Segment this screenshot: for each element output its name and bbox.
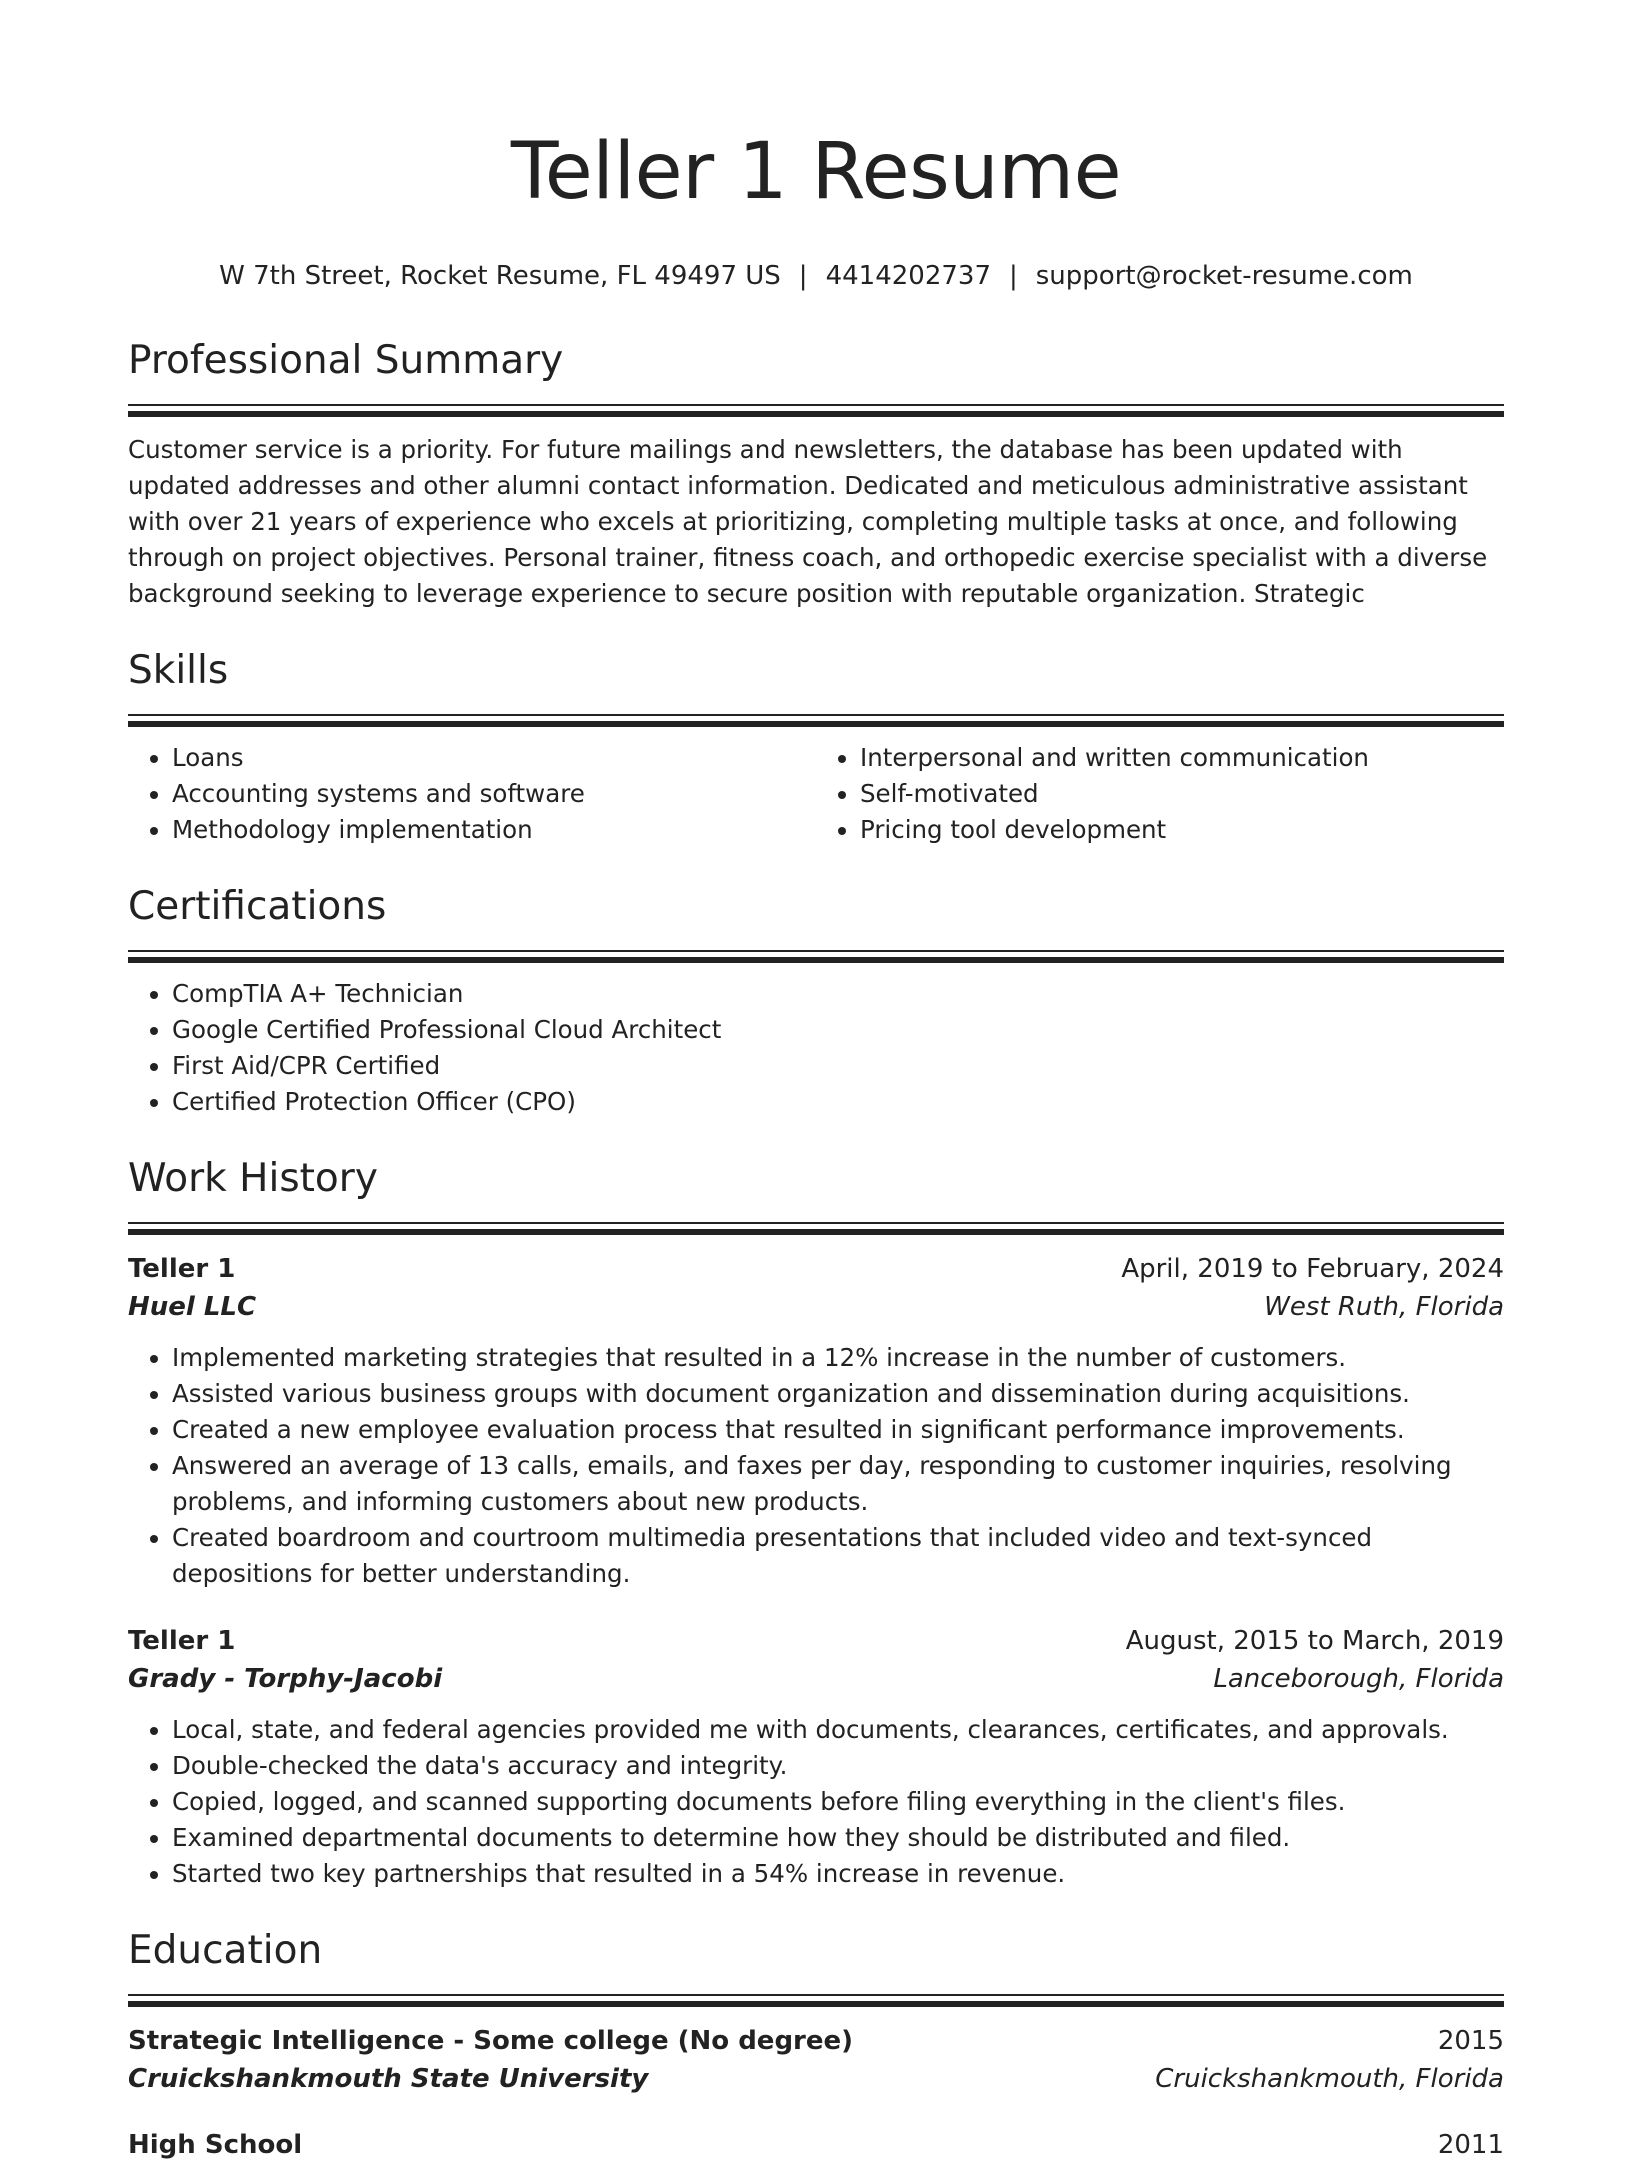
skill-item: • Pricing tool development <box>860 812 1504 848</box>
work-section <box>128 1154 1504 1892</box>
education-year: 2015 <box>1437 2026 1504 2056</box>
education-entry <box>128 2022 1504 2098</box>
contact-separator: | <box>1008 261 1018 291</box>
certification-item: • First Aid/CPR Certified <box>172 1048 1504 1084</box>
education-heading: Education <box>128 1928 323 1973</box>
certifications-heading: Certifications <box>128 884 387 929</box>
contact-phone: 4414202737 <box>825 261 991 291</box>
job-bullet: • Answered an average of 13 calls, emails, and faxes per day, responding to customer inquiries, resolving problems, and informing customers about new products. <box>172 1448 1504 1520</box>
job-location: West Ruth, Florida <box>1264 1292 1504 1322</box>
skills-columns <box>128 740 1504 848</box>
skill-item: • Methodology implementation <box>172 812 816 848</box>
skills-list-right <box>816 740 1504 848</box>
certifications-list <box>128 976 1504 1120</box>
section-divider <box>128 404 1504 418</box>
job-location: Lanceborough, Florida <box>1213 1664 1504 1694</box>
education-degree: High School <box>128 2130 303 2160</box>
job-bullet: • Local, state, and federal agencies provided me with documents, clearances, certificates, and approvals. <box>172 1712 1504 1748</box>
job-entry <box>128 1622 1504 1892</box>
summary-heading: Professional Summary <box>128 338 564 383</box>
skill-item: • Self-motivated <box>860 776 1504 812</box>
contact-line <box>128 260 1504 292</box>
job-bullet: • Created boardroom and courtroom multimedia presentations that included video and text-synced depositions for better understanding. <box>172 1520 1504 1592</box>
job-bullet: • Started two key partnerships that resulted in a 54% increase in revenue. <box>172 1856 1504 1892</box>
job-title: Teller 1 <box>128 1254 236 1284</box>
job-bullet: • Implemented marketing strategies that resulted in a 12% increase in the number of customers. <box>172 1340 1504 1376</box>
job-bullet: • Assisted various business groups with document organization and dissemination during acquisitions. <box>172 1376 1504 1412</box>
job-bullet: • Double-checked the data's accuracy and integrity. <box>172 1748 1504 1784</box>
contact-separator: | <box>798 261 808 291</box>
summary-section <box>128 336 1504 612</box>
skills-list-left <box>128 740 816 848</box>
job-bullet: • Created a new employee evaluation process that resulted in significant performance improvements. <box>172 1412 1504 1448</box>
education-section <box>128 1926 1504 2164</box>
education-degree: Strategic Intelligence - Some college (No degree) <box>128 2026 854 2056</box>
contact-address: W 7th Street, Rocket Resume, FL 49497 US <box>219 261 781 291</box>
skill-item: • Accounting systems and software <box>172 776 816 812</box>
education-entry <box>128 2126 1504 2164</box>
education-year: 2011 <box>1437 2130 1504 2160</box>
section-divider <box>128 714 1504 728</box>
contact-email: support@rocket-resume.com <box>1035 261 1413 291</box>
skills-section <box>128 646 1504 848</box>
education-location: Cruickshankmouth, Florida <box>1155 2064 1504 2094</box>
job-dates: April, 2019 to February, 2024 <box>1121 1254 1504 1284</box>
job-bullets <box>128 1340 1504 1592</box>
job-company: Huel LLC <box>128 1292 257 1322</box>
education-school: Cruickshankmouth State University <box>128 2064 649 2094</box>
job-bullet: • Examined departmental documents to determine how they should be distributed and filed. <box>172 1820 1504 1856</box>
job-bullets <box>128 1712 1504 1892</box>
section-divider <box>128 1994 1504 2008</box>
job-entry <box>128 1250 1504 1592</box>
skill-item: • Interpersonal and written communication <box>860 740 1504 776</box>
job-company: Grady - Torphy-Jacobi <box>128 1664 443 1694</box>
certification-item: • Certified Protection Officer (CPO) <box>172 1084 1504 1120</box>
job-dates: August, 2015 to March, 2019 <box>1125 1626 1504 1656</box>
certification-item: • CompTIA A+ Technician <box>172 976 1504 1012</box>
skill-item: • Loans <box>172 740 816 776</box>
section-divider <box>128 950 1504 964</box>
summary-text: Customer service is a priority. For future mailings and newsletters, the database has been updated with updated addresses and other alumni contact information. Dedicated and meticulous administrative assistant with over 21 years of experience who excels at prioritizing, completing multiple tasks at once, and following through on project objectives. Personal trainer, fitness coach, and orthopedic exercise specialist with a diverse background seeking to leverage experience to secure position with reputable organization. Strategic <box>128 435 1488 608</box>
resume-title: Teller 1 Resume <box>510 127 1122 217</box>
job-title: Teller 1 <box>128 1626 236 1656</box>
section-divider <box>128 1222 1504 1236</box>
work-heading: Work History <box>128 1156 378 1201</box>
certifications-section <box>128 882 1504 1120</box>
certification-item: • Google Certified Professional Cloud Architect <box>172 1012 1504 1048</box>
skills-heading: Skills <box>128 648 229 693</box>
job-bullet: • Copied, logged, and scanned supporting documents before filing everything in the client's files. <box>172 1784 1504 1820</box>
